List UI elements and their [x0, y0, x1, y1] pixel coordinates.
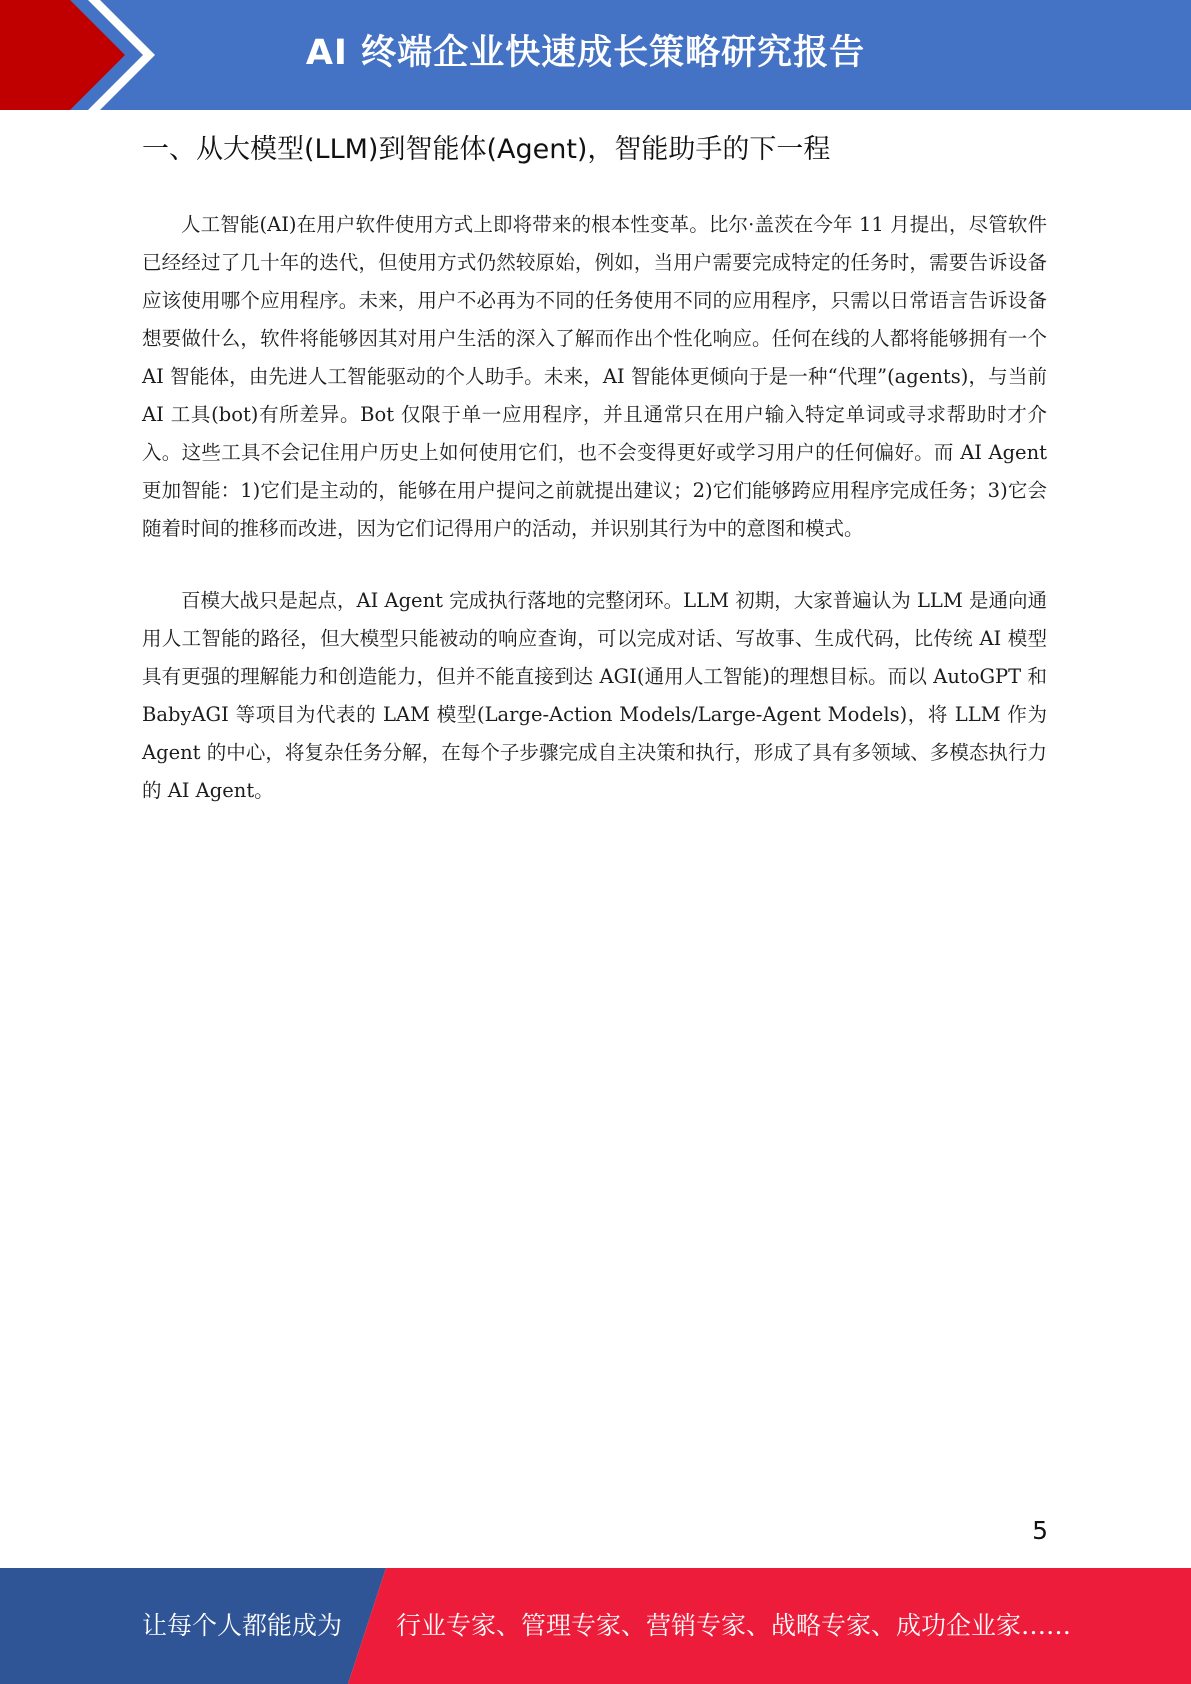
footer-slogan-left: 让每个人都能成为	[142, 1611, 343, 1640]
section-heading: 一、从大模型(LLM)到智能体(Agent)，智能助手的下一程	[142, 134, 831, 165]
footer-banner	[0, 1568, 1191, 1684]
page-number: 5	[1032, 1516, 1048, 1545]
paragraph-2: 百模大战只是起点，AI Agent 完成执行落地的完整闭环。LLM 初期，大家普遍认为 LLM 是通向通用人工智能的路径，但大模型只能被动的响应查询，可以完成对话、写故事、生成代码，比传统 AI 模型具有更强的理解能力和创造能力，但并不能直接到达 AGI(通用人工智能)的理想目标。而以 AutoGPT 和 BabyAGI 等项目为代表的 LAM 模型(Large-Action Models/Large-Agent Models)，将 LLM 作为 Agent 的中心，将复杂任务分解，在每个子步骤完成自主决策和执行，形成了具有多领域、多模态执行力的 AI Agent。	[142, 589, 1048, 802]
section-body	[142, 206, 1047, 844]
report-title: AI 终端企业快速成长策略研究报告	[305, 33, 866, 73]
footer-slogan-right: 行业专家、管理专家、营销专家、战略专家、成功企业家……	[396, 1611, 1072, 1640]
paragraph-1: 人工智能(AI)在用户软件使用方式上即将带来的根本性变革。比尔·盖茨在今年 11 月提出，尽管软件已经经过了几十年的迭代，但使用方式仍然较原始，例如，当用户需要完成特定的任务时，需要告诉设备应该使用哪个应用程序。未来，用户不必再为不同的任务使用不同的应用程序，只需以日常语言告诉设备想要做什么，软件将能够因其对用户生活的深入了解而作出个性化响应。任何在线的人都将能够拥有一个 AI 智能体，由先进人工智能驱动的个人助手。未来，AI 智能体更倾向于是一种“代理”(agents)，与当前 AI 工具(bot)有所差异。Bot 仅限于单一应用程序，并且通常只在用户输入特定单词或寻求帮助时才介入。这些工具不会记住用户历史上如何使用它们，也不会变得更好或学习用户的任何偏好。而 AI Agent 更加智能：1)它们是主动的，能够在用户提问之前就提出建议；2)它们能够跨应用程序完成任务；3)它会随着时间的推移而改进，因为它们记得用户的活动，并识别其行为中的意图和模式。	[142, 213, 1047, 540]
report-header-bar	[0, 0, 1191, 110]
